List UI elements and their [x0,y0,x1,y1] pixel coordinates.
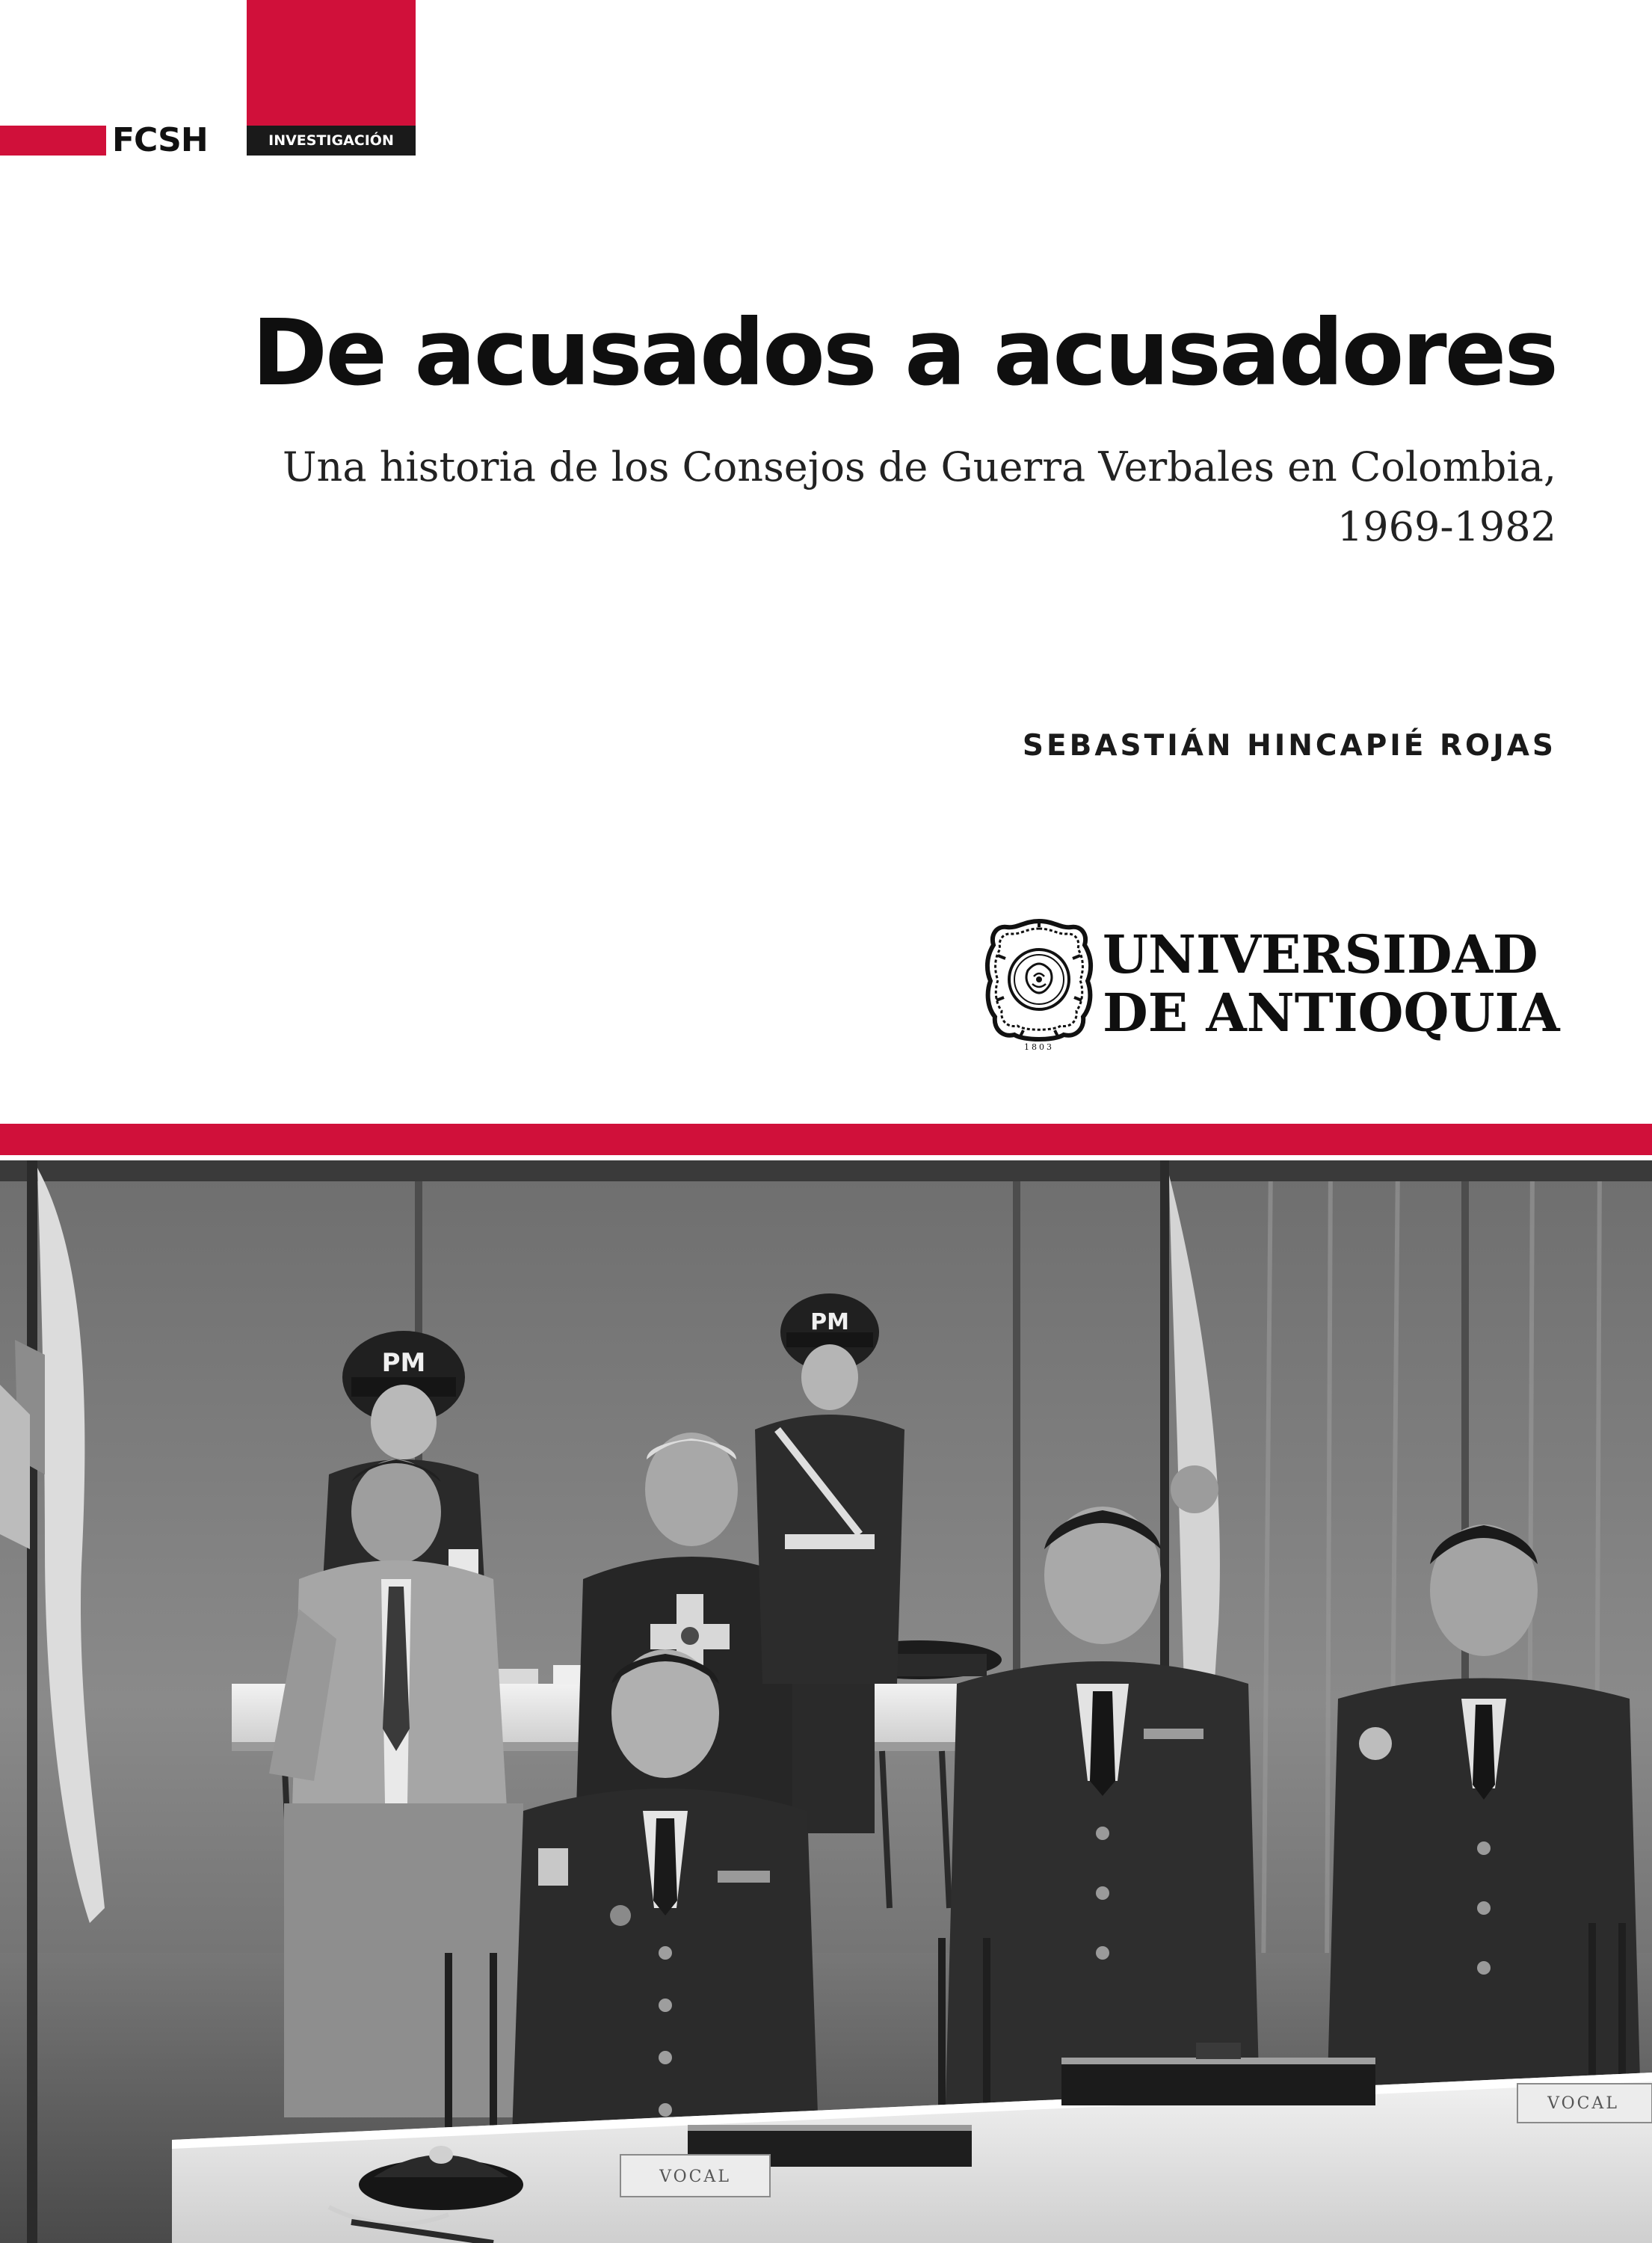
book-title: De acusados a acusadores [251,300,1556,406]
placard-right: VOCAL [1547,2094,1619,2113]
helmet-mark-right: PM [810,1309,849,1335]
university-seal-icon [983,918,1095,1053]
university-name-line1: UNIVERSIDAD [1103,923,1538,985]
book-subtitle-line: Una historia de los Consejos de Guerra Verbales en Colombia, [283,443,1556,490]
author-name: SEBASTIÁN HINCAPIÉ ROJAS [1022,729,1556,763]
placard-left: VOCAL [659,2167,731,2186]
red-divider-band [0,1124,1652,1155]
book-subtitle [99,437,1556,557]
series-tag: INVESTIGACIÓN [247,126,416,156]
series-mark: FCSH [112,121,208,159]
book-subtitle-years: 1969-1982 [1337,503,1556,550]
helmet-mark-left: PM [381,1348,426,1378]
series-red-block [247,0,416,126]
seal-year: 1803 [1024,1042,1054,1052]
university-name-line2: DE ANTIOQUIA [1103,982,1560,1044]
university-name [1103,923,1560,1044]
series-red-rule [0,126,106,156]
cover-photograph [0,1160,1652,2243]
